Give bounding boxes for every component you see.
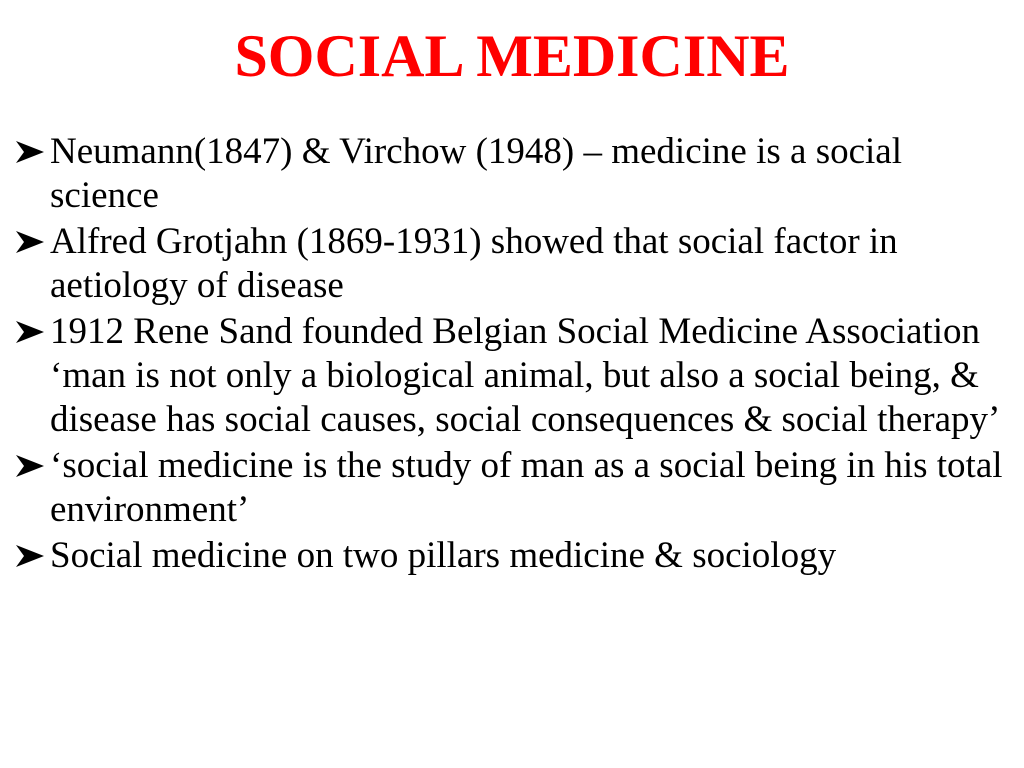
bullet-text: Social medicine on two pillars medicine & sociology xyxy=(50,535,837,576)
arrow-bullet-icon xyxy=(14,229,48,255)
bullet-item xyxy=(14,534,1004,578)
bullet-item xyxy=(14,220,1004,308)
bullet-item xyxy=(14,444,1004,532)
arrow-bullet-icon xyxy=(14,139,48,165)
bullet-text: Alfred Grotjahn (1869-1931) showed that social factor in aetiology of disease xyxy=(50,221,898,306)
arrow-bullet-icon xyxy=(14,453,48,479)
bullet-text: 1912 Rene Sand founded Belgian Social Medicine Association ‘man is not only a biological animal, but also a social being, & disease has social causes, social consequences & social therapy’ xyxy=(50,311,1001,440)
bullet-item xyxy=(14,130,1004,218)
arrow-bullet-icon xyxy=(14,543,48,569)
bullet-item xyxy=(14,310,1004,442)
slide-title: SOCIAL MEDICINE xyxy=(234,23,790,89)
bullet-list xyxy=(14,130,1004,580)
arrow-bullet-icon xyxy=(14,319,48,345)
bullet-text: ‘social medicine is the study of man as a social being in his total environment’ xyxy=(50,445,1003,530)
bullet-text: Neumann(1847) & Virchow (1948) – medicine is a social science xyxy=(50,131,902,216)
